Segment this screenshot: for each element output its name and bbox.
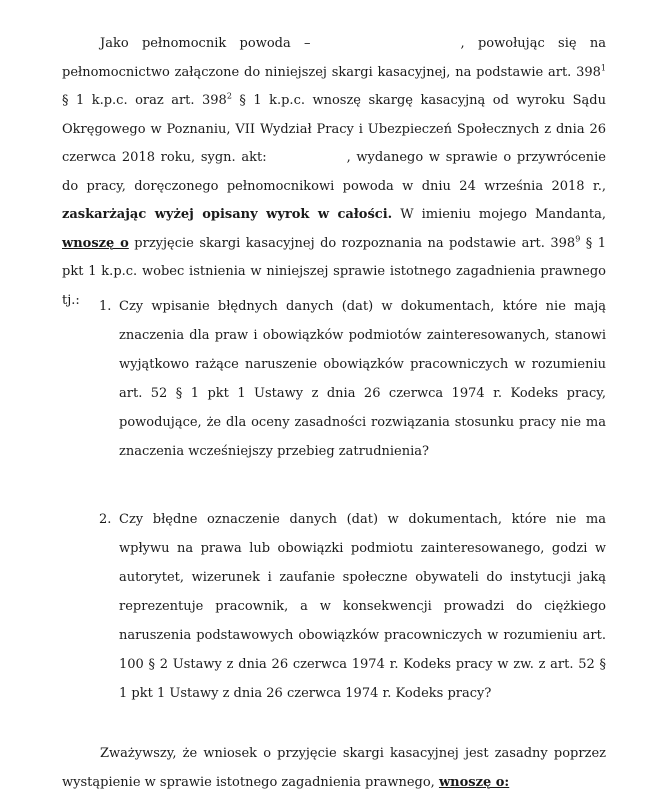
contested-judgment-bold: zaskarżając wyżej opisany wyrok w całości.	[62, 207, 393, 222]
superscript-1: 1	[600, 63, 606, 73]
question-1-text: Czy wpisanie błędnych danych (dat) w dokumentach, które nie mają znaczenia dla praw i obowiązków podmiotów zainteresowanych, stanowi wyjątkowo rażące naruszenie obowiązków pracowniczych w rozumieniu art. 52 § 1 pkt 1 Ustawy z dnia 26 czerwca 1974 r. Kodeks pracy, powodujące, że dla oceny zasadności rozwiązania stosunku pracy nie ma znaczenia wcześniejszy przebieg zatrudnienia?	[119, 299, 606, 459]
intro-text-7: przyjęcie skargi kasacyjnej do rozpoznania na podstawie art. 398	[128, 235, 576, 251]
question-1-number: 1.	[99, 299, 112, 314]
intro-text-8: § 1 pkt 1 k.p.c. wobec istnienia w niniejszej sprawie istotnego zagadnienia prawnego tj.:	[62, 235, 606, 308]
intro-text-2: , powołując się na pełnomocnictwo załączone do niniejszej skargi kasacyjnej, na podstawie art. 398	[62, 36, 606, 80]
intro-paragraph	[62, 30, 606, 315]
closing-paragraph	[62, 740, 606, 797]
legal-question-1	[99, 292, 606, 466]
request-bold: wnoszę o	[62, 235, 129, 251]
intro-text-3: § 1 k.p.c. oraz art. 398	[62, 93, 227, 108]
legal-question-2	[99, 505, 606, 708]
closing-request-bold: wnoszę o:	[438, 774, 510, 790]
superscript-3: 9	[575, 234, 581, 244]
intro-text-5: , wydanego w sprawie o przywrócenie do pracy, doręczonego pełnomocnikowi powoda w dniu 24 września 2018 r.,	[62, 150, 606, 194]
intro-text-4: § 1 k.p.c. wnoszę skargę kasacyjną od wyroku Sądu Okręgowego w Poznaniu, VII Wydział Pracy i Ubezpieczeń Społecznych z dnia 26 czerwca 2018 roku, sygn. akt:	[62, 93, 606, 165]
question-2-text: Czy błędne oznaczenie danych (dat) w dokumentach, które nie ma wpływu na prawa lub obowiązki podmiotu zainteresowanego, godzi w autorytet, wizerunek i zaufanie społeczne obywateli do instytucji jaką reprezentuje pracownik, a w konsekwencji prowadzi do ciężkiego naruszenia podstawowych obowiązków pracowniczych w rozumieniu art. 100 § 2 Ustawy z dnia 26 czerwca 1974 r. Kodeks pracy w zw. z art. 52 § 1 pkt 1 Ustawy z dnia 26 czerwca 1974 r. Kodeks pracy?	[119, 512, 606, 701]
question-2-number: 2.	[99, 512, 112, 527]
superscript-2: 2	[226, 91, 232, 101]
intro-text-6: W imieniu mojego Mandanta,	[392, 207, 606, 222]
intro-text-1: Jako pełnomocnik powoda –	[100, 36, 311, 51]
closing-text: Zważywszy, że wniosek o przyjęcie skargi kasacyjnej jest zasadny poprzez wystąpienie w sprawie istotnego zagadnienia prawnego,	[62, 746, 606, 790]
